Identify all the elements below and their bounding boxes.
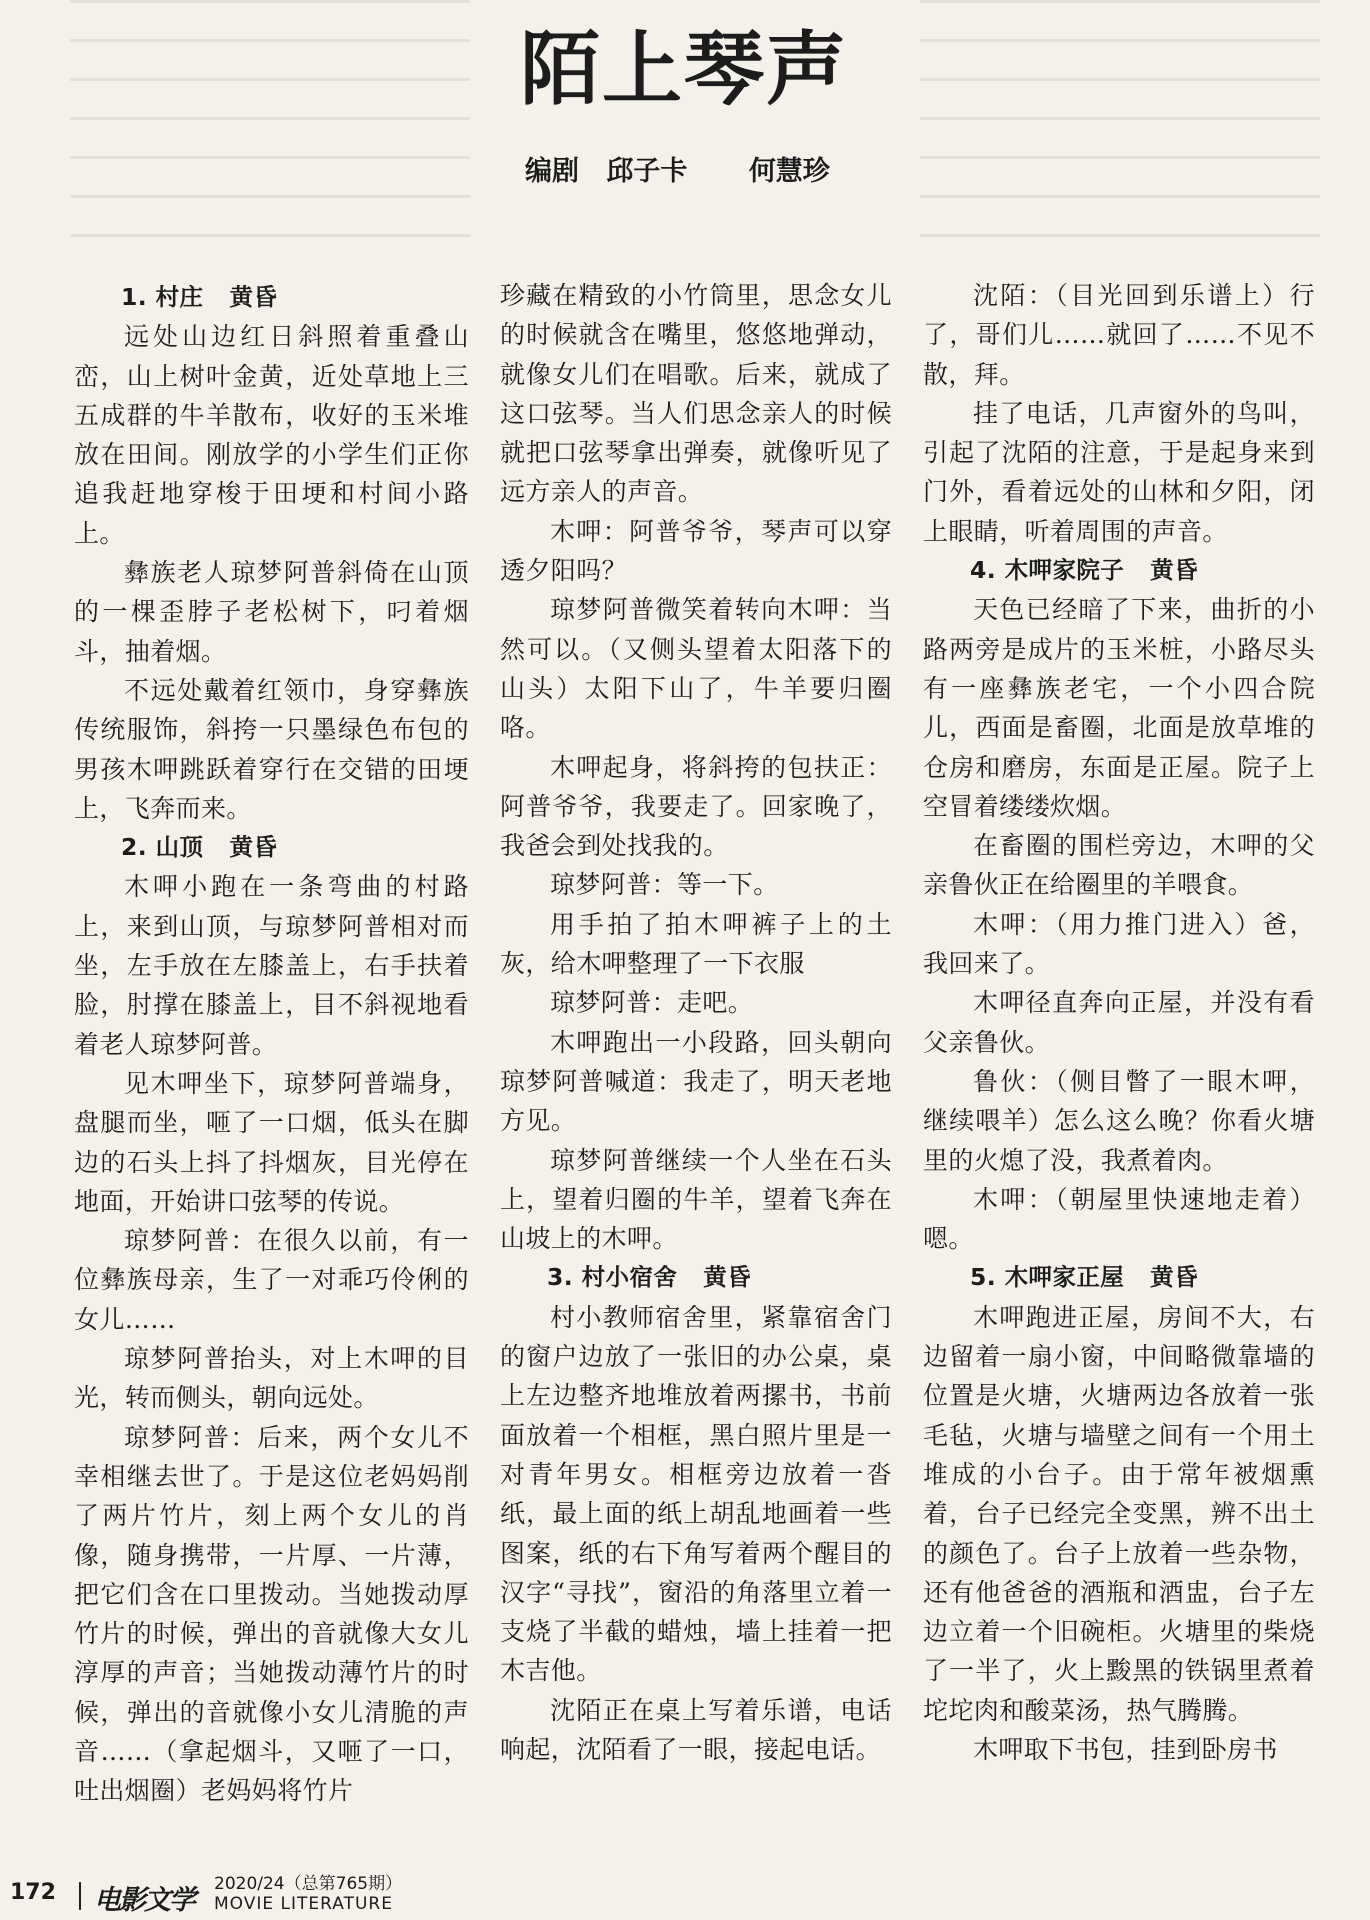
scene-heading bbox=[923, 551, 1315, 590]
magazine-name-en: MOVIE LITERATURE bbox=[214, 1894, 393, 1914]
scene-heading-location: 2. 山顶 bbox=[121, 833, 204, 862]
paragraph: 用手拍了拍木呷裤子上的土灰，给木呷整理了一下衣服 bbox=[500, 909, 892, 979]
paragraph: 远处山边红日斜照着重叠山峦，山上树叶金黄，近处草地上三五成群的牛羊散布，收好的玉米堆放在田间。刚放学的小学生们正你追我赶地穿梭于田埂和村间小路上。 bbox=[74, 322, 469, 548]
scene-heading bbox=[74, 828, 469, 867]
bleed-through-right bbox=[920, 0, 1320, 260]
paragraph: 木呷：阿普爷爷，琴声可以穿透夕阳吗？ bbox=[500, 516, 892, 586]
paragraph: 珍藏在精致的小竹筒里，思念女儿的时候就含在嘴里，悠悠地弹动，就像女儿们在唱歌。后来，就成了这口弦琴。当人们思念亲人的时候就把口弦琴拿出弹奏，就像听见了远方亲人的声音。 bbox=[500, 281, 892, 507]
paragraph: 琼梦阿普：后来，两个女儿不幸相继去世了。于是这位老妈妈削了两片竹片，刻上两个女儿的肖像，随身携带，一片厚、一片薄，把它们含在口里拨动。当她拨动厚竹片的时候，弹出的音就像大女儿淳厚的声音；当她拨动薄竹片的时候，弹出的音就像小女儿清脆的声音……（拿起烟斗，又咂了一口，吐出烟圈）老妈妈将竹片 bbox=[74, 1422, 469, 1806]
bleed-through-left bbox=[70, 0, 470, 260]
paragraph: 木呷：（用力推门进入）爸，我回来了。 bbox=[923, 909, 1315, 979]
scene-heading bbox=[74, 278, 469, 317]
credits-label: 编剧 bbox=[525, 156, 579, 187]
paragraph: 沈陌：（目光回到乐谱上）行了，哥们儿……就回了……不见不散，拜。 bbox=[923, 281, 1315, 389]
scene-heading-location: 5. 木呷家正屋 bbox=[970, 1263, 1125, 1292]
paragraph: 天色已经暗了下来，曲折的小路两旁是成片的玉米桩，小路尽头有一座彝族老宅，一个小四合院儿，西面是畜圈，北面是放草堆的仓房和磨房，东面是正屋。院子上空冒着缕缕炊烟。 bbox=[923, 595, 1315, 821]
scene-heading-location: 4. 木呷家院子 bbox=[970, 556, 1125, 585]
paragraph: 挂了电话，几声窗外的鸟叫，引起了沈陌的注意，于是起身来到门外，看着远处的山林和夕阳，闭上眼睛，听着周围的声音。 bbox=[923, 398, 1315, 546]
paragraph: 琼梦阿普：走吧。 bbox=[550, 988, 754, 1018]
scene-heading-location: 3. 村小宿舍 bbox=[547, 1263, 678, 1292]
paragraph: 木呷：（朝屋里快速地走着）嗯。 bbox=[923, 1184, 1315, 1254]
scene-heading-time: 黄昏 bbox=[1150, 556, 1198, 585]
magazine-logo: 电影文学 bbox=[94, 1885, 194, 1916]
article-title: 陌上琴声 bbox=[520, 23, 848, 116]
paragraph: 木呷跑进正屋，房间不大，右边留着一扇小窗，中间略微靠墙的位置是火塘，火塘两边各放着一张毛毡，火塘与墙壁之间有一个用土堆成的小台子。由于常年被烟熏着，台子已经完全变黑，辨不出土的颜色了。台子上放着一些杂物，还有他爸爸的酒瓶和酒盅，台子左边立着一个旧碗柜。火塘里的柴烧了一半了，火上黢黑的铁锅里煮着坨坨肉和酸菜汤，热气腾腾。 bbox=[923, 1302, 1315, 1725]
writer-1: 邱子卡 bbox=[606, 156, 688, 187]
paragraph: 在畜圈的围栏旁边，木呷的父亲鲁伙正在给圈里的羊喂食。 bbox=[923, 831, 1315, 900]
paragraph: 琼梦阿普微笑着转向木呷：当然可以。（又侧头望着太阳落下的山头）太阳下山了，牛羊要归圈咯。 bbox=[500, 595, 892, 743]
credits bbox=[525, 154, 885, 190]
text-column-1 bbox=[74, 278, 469, 1811]
page-footer bbox=[0, 1874, 600, 1918]
paragraph: 见木呷坐下，琼梦阿普端身，盘腿而坐，咂了一口烟，低头在脚边的石头上抖了抖烟灰，目光停在地面，开始讲口弦琴的传说。 bbox=[74, 1068, 469, 1216]
paragraph: 琼梦阿普抬头，对上木呷的目光，转而侧头，朝向远处。 bbox=[74, 1344, 469, 1413]
page-number: 172 bbox=[10, 1880, 56, 1905]
issue-number: 2020/24（总第765期） bbox=[214, 1874, 403, 1894]
text-column-3 bbox=[923, 276, 1315, 1769]
scene-heading-time: 黄昏 bbox=[229, 283, 278, 311]
scene-heading bbox=[923, 1258, 1315, 1297]
scene-heading-time: 黄昏 bbox=[703, 1263, 752, 1292]
paragraph: 木呷径直奔向正屋，并没有看父亲鲁伙。 bbox=[923, 988, 1315, 1057]
writer-2: 何慧珍 bbox=[748, 156, 830, 187]
paragraph: 木呷小跑在一条弯曲的村路上，来到山顶，与琼梦阿普相对而坐，左手放在左膝盖上，右手扶着脸，肘撑在膝盖上，目不斜视地看着老人琼梦阿普。 bbox=[74, 872, 469, 1059]
paragraph: 琼梦阿普：在很久以前，有一位彝族母亲，生了一对乖巧伶俐的女儿…… bbox=[74, 1226, 469, 1334]
paragraph: 琼梦阿普继续一个人坐在石头上，望着归圈的牛羊，望着飞奔在山坡上的木呷。 bbox=[500, 1145, 892, 1254]
paragraph: 木呷取下书包，挂到卧房书 bbox=[973, 1734, 1278, 1764]
scene-heading bbox=[500, 1258, 892, 1297]
paragraph: 不远处戴着红领巾，身穿彝族传统服饰，斜挎一只墨绿色布包的男孩木呷跳跃着穿行在交错的田埂上，飞奔而来。 bbox=[74, 675, 469, 823]
paragraph: 村小教师宿舍里，紧靠宿舍门的窗户边放了一张旧的办公桌，桌上左边整齐地堆放着两摞书，书前面放着一个相框，黑白照片里是一对青年男女。相框旁边放着一沓纸，最上面的纸上胡乱地画着一些图案，纸的右下角写着两个醒目的汉字“寻找”，窗沿的角落里立着一支烧了半截的蜡烛，墙上挂着一把木吉他。 bbox=[500, 1302, 892, 1686]
footer-divider bbox=[79, 1882, 81, 1910]
paragraph: 木呷起身，将斜挎的包扶正：阿普爷爷，我要走了。回家晚了，我爸会到处找我的。 bbox=[500, 752, 892, 861]
text-column-2 bbox=[500, 276, 892, 1769]
paragraph: 琼梦阿普：等一下。 bbox=[550, 870, 779, 900]
scene-heading-time: 黄昏 bbox=[1150, 1263, 1198, 1292]
scene-heading-location: 1. 村庄 bbox=[121, 283, 204, 311]
paragraph: 彝族老人琼梦阿普斜倚在山顶的一棵歪脖子老松树下，叼着烟斗，抽着烟。 bbox=[74, 558, 469, 666]
scene-heading-time: 黄昏 bbox=[229, 833, 278, 862]
paragraph: 鲁伙：（侧目瞥了一眼木呷，继续喂羊）怎么这么晚？你看火塘里的火熄了没，我煮着肉。 bbox=[923, 1066, 1315, 1175]
paragraph: 木呷跑出一小段路，回头朝向琼梦阿普喊道：我走了，明天老地方见。 bbox=[500, 1027, 892, 1136]
paragraph: 沈陌正在桌上写着乐谱，电话响起，沈陌看了一眼，接起电话。 bbox=[500, 1695, 892, 1764]
